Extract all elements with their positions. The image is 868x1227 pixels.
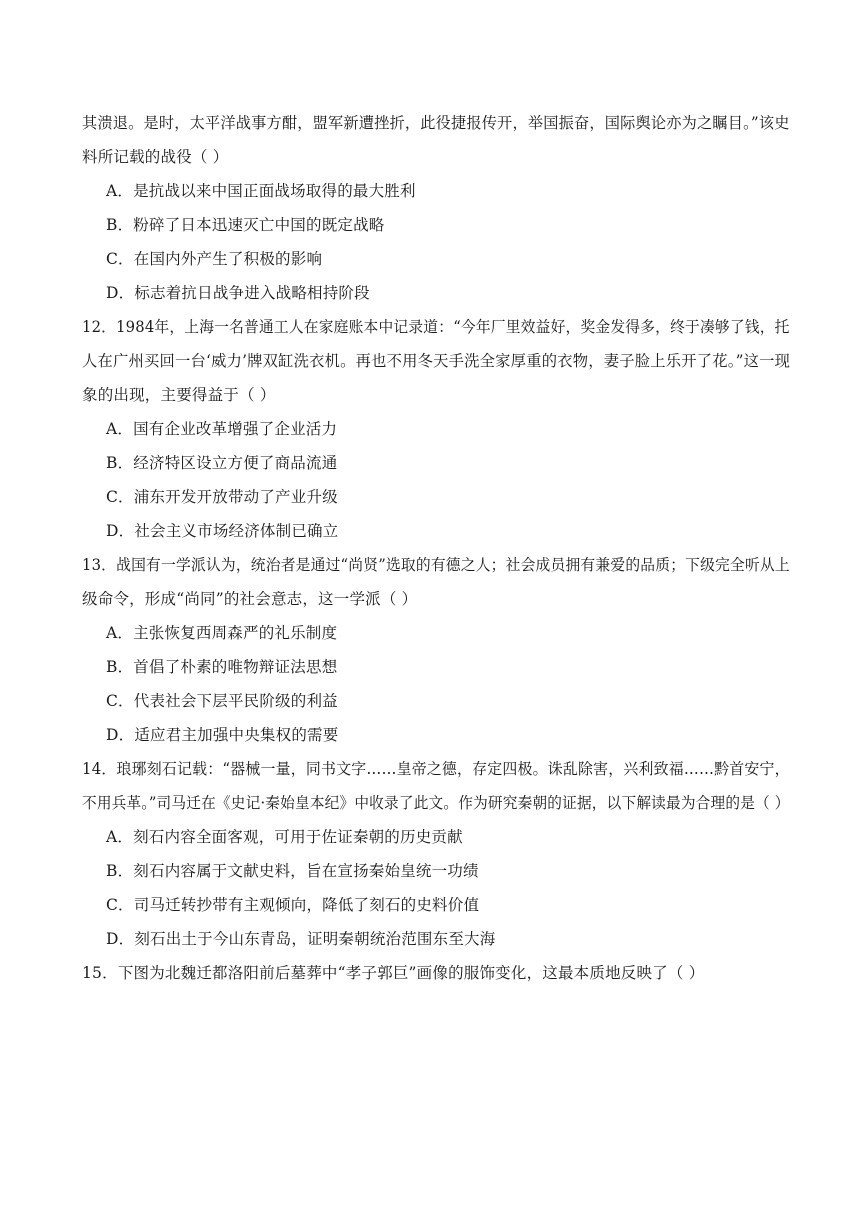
q13-stem-line: 级命令，形成“尚同”的社会意志，这一学派（ ） <box>82 590 418 608</box>
q13-stem-line: 13．战国有一学派认为，统治者是通过“尚贤”选取的有德之人；社会成员拥有兼爱的品质；下级完全听从上 <box>82 556 790 574</box>
q11-stem-line: 料所记载的战役（ ） <box>82 148 229 166</box>
q12-option-a: A．国有企业改革增强了企业活力 <box>106 420 338 438</box>
q14-stem-line: 14．琅琊刻石记载：“器械一量，同书文字……皇帝之德，存定四极。诛乱除害，兴利致福……黔首安宁， <box>82 760 790 778</box>
q13-option-c: C．代表社会下层平民阶级的利益 <box>106 692 338 710</box>
q11-stem-line: 其溃退。是时，太平洋战事方酣，盟军新遭挫折，此役捷报传开，举国振奋，国际舆论亦为之瞩目。”该史 <box>82 114 790 132</box>
q14-stem-line: 不用兵革。”司马迁在《史记·秦始皇本纪》中收录了此文。作为研究秦朝的证据，以下解读最为合理的是（ ） <box>82 794 790 812</box>
q11-option-a: A．是抗战以来中国正面战场取得的最大胜利 <box>106 182 416 200</box>
q14-option-c: C．司马迁转抄带有主观倾向，降低了刻石的史料价值 <box>106 896 480 914</box>
q12-stem-line: 12．1984年，上海一名普通工人在家庭账本中记录道：“今年厂里效益好，奖金发得多，终于凑够了钱，托 <box>82 318 790 336</box>
q12-stem-line: 人在广州买回一台‘威力’牌双缸洗衣机。再也不用冬天手洗全家厚重的衣物，妻子脸上乐开了花。”这一现 <box>82 352 791 370</box>
q13-option-a: A．主张恢复西周森严的礼乐制度 <box>106 624 338 642</box>
q14-option-b: B．刻石内容属于文献史料，旨在宣扬秦始皇统一功绩 <box>106 862 479 880</box>
q12-stem-line: 象的出现，主要得益于（ ） <box>82 386 276 404</box>
q12-option-b: B．经济特区设立方便了商品流通 <box>106 454 338 472</box>
q12-option-d: D．社会主义市场经济体制已确立 <box>106 522 339 540</box>
q13-option-b: B．首倡了朴素的唯物辩证法思想 <box>106 658 338 676</box>
q14-option-a: A．刻石内容全面客观，可用于佐证秦朝的历史贡献 <box>106 828 463 846</box>
q13-option-d: D．适应君主加强中央集权的需要 <box>106 726 339 744</box>
q14-option-d: D．刻石出土于今山东青岛，证明秦朝统治范围东至大海 <box>106 930 496 948</box>
q11-option-d: D．标志着抗日战争进入战略相持阶段 <box>106 284 370 302</box>
q11-option-c: C．在国内外产生了积极的影响 <box>106 250 323 268</box>
q15-stem-line: 15．下图为北魏迁都洛阳前后墓葬中“孝子郭巨”画像的服饰变化，这最本质地反映了（ ） <box>82 964 705 982</box>
q11-option-b: B．粉碎了日本迅速灭亡中国的既定战略 <box>106 216 385 234</box>
q12-option-c: C．浦东开发开放带动了产业升级 <box>106 488 338 506</box>
